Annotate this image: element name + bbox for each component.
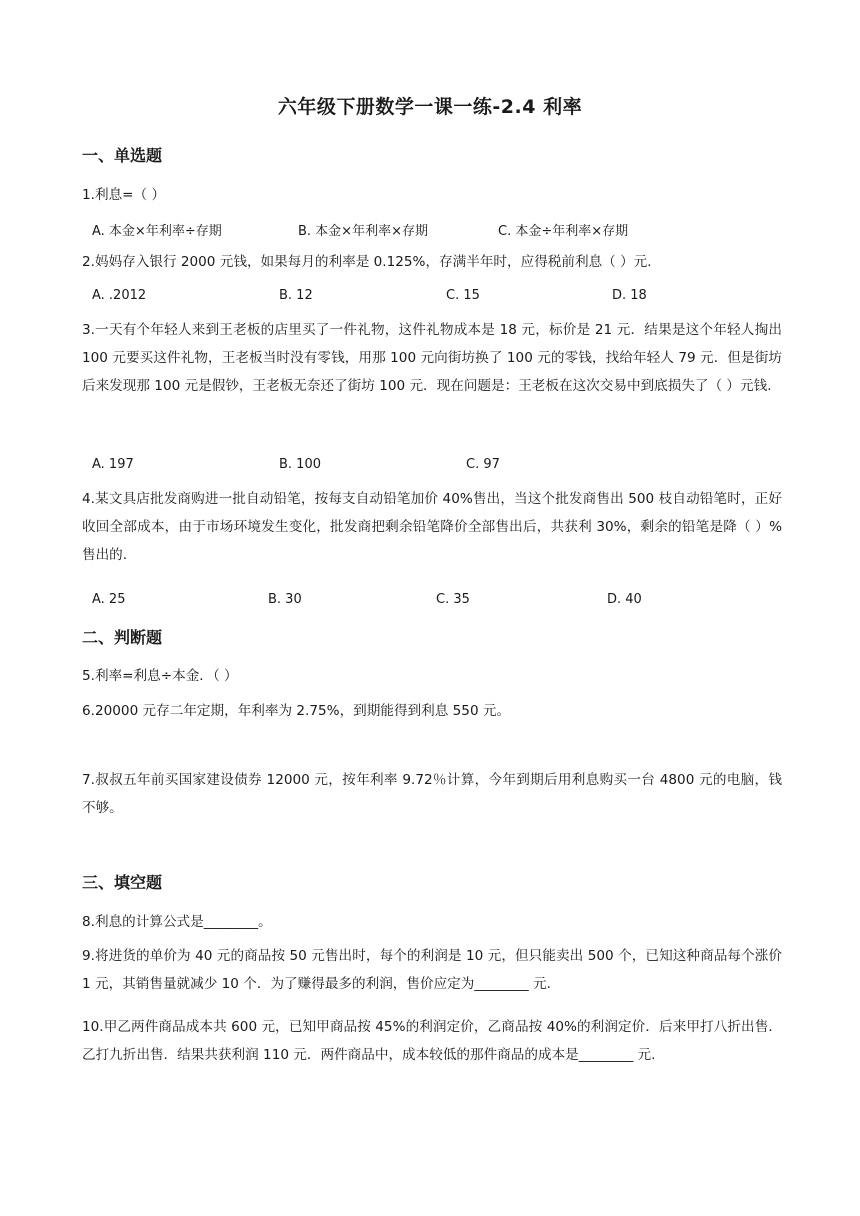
question-1-option-c: C. 本金÷年利率×存期 xyxy=(498,224,629,239)
question-2-option-d: D. 18 xyxy=(612,288,647,303)
question-2: 2.妈妈存入银行 2000 元钱，如果每月的利率是 0.125%，存满半年时，应得税前利息（ ）元. xyxy=(82,254,652,270)
section-heading-single-choice: 一、单选题 xyxy=(82,146,163,165)
question-4-options xyxy=(92,592,792,612)
question-3-option-a: A. 197 xyxy=(92,457,134,472)
question-7: 7.叔叔五年前买国家建设债券 12000 元，按年利率 9.72％计算，今年到期后用利息购买一台 4800 元的电脑，钱不够。 xyxy=(82,772,782,816)
question-4-option-a: A. 25 xyxy=(92,592,126,607)
question-4-option-d: D. 40 xyxy=(607,592,642,607)
question-3-options xyxy=(92,457,792,477)
section-heading-true-false: 二、判断题 xyxy=(82,628,163,647)
question-2-options xyxy=(92,288,792,308)
question-2-option-c: C. 15 xyxy=(446,288,480,303)
question-1-options xyxy=(92,220,792,240)
question-4-option-c: C. 35 xyxy=(436,592,470,607)
question-5: 5.利率=利息÷本金．（ ） xyxy=(82,668,238,684)
question-2-option-b: B. 12 xyxy=(279,288,313,303)
question-3: 3.一天有个年轻人来到王老板的店里买了一件礼物，这件礼物成本是 18 元，标价是 21 元．结果是这个年轻人掏出 100 元要买这件礼物，王老板当时没有零钱，用那 100 元向街坊换了 100 元的零钱，找给年轻人 79 元．但是街坊后来发现那 100 元是假钞，王老板无奈还了街坊 100 元．现在问题是：王老板在这次交易中到底损失了（ ）元钱. xyxy=(82,322,782,394)
question-2-option-a: A. .2012 xyxy=(92,288,147,303)
question-8: 8.利息的计算公式是________。 xyxy=(82,914,272,930)
question-9: 9.将进货的单价为 40 元的商品按 50 元售出时，每个的利润是 10 元，但只能卖出 500 个，已知这种商品每个涨价 1 元，其销售量就减少 10 个．为了赚得最多的利润，售价应定为________ 元. xyxy=(82,948,782,992)
question-3-option-c: C. 97 xyxy=(466,457,500,472)
question-1-option-a: A. 本金×年利率÷存期 xyxy=(92,224,222,239)
question-10: 10.甲乙两件商品成本共 600 元，已知甲商品按 45%的利润定价，乙商品按 40%的利润定价．后来甲打八折出售．乙打九折出售．结果共获利润 110 元．两件商品中，成本较低的那件商品的成本是________ 元. xyxy=(82,1019,782,1063)
question-4: 4.某文具店批发商购进一批自动铅笔，按每支自动铅笔加价 40%售出，当这个批发商售出 500 枝自动铅笔时，正好收回全部成本，由于市场环境发生变化，批发商把剩余铅笔降价全部售出后，共获利 30%，剩余的铅笔是降（ ）%售出的. xyxy=(82,491,782,563)
section-heading-fill-blank: 三、填空题 xyxy=(82,873,163,892)
question-3-option-b: B. 100 xyxy=(279,457,321,472)
question-4-option-b: B. 30 xyxy=(268,592,302,607)
question-1-option-b: B. 本金×年利率×存期 xyxy=(298,224,428,239)
page-title: 六年级下册数学一课一练-2.4 利率 xyxy=(277,96,583,118)
question-6: 6.20000 元存二年定期，年利率为 2.75%，到期能得到利息 550 元。 xyxy=(82,703,511,719)
question-1: 1.利息=（ ） xyxy=(82,187,166,203)
